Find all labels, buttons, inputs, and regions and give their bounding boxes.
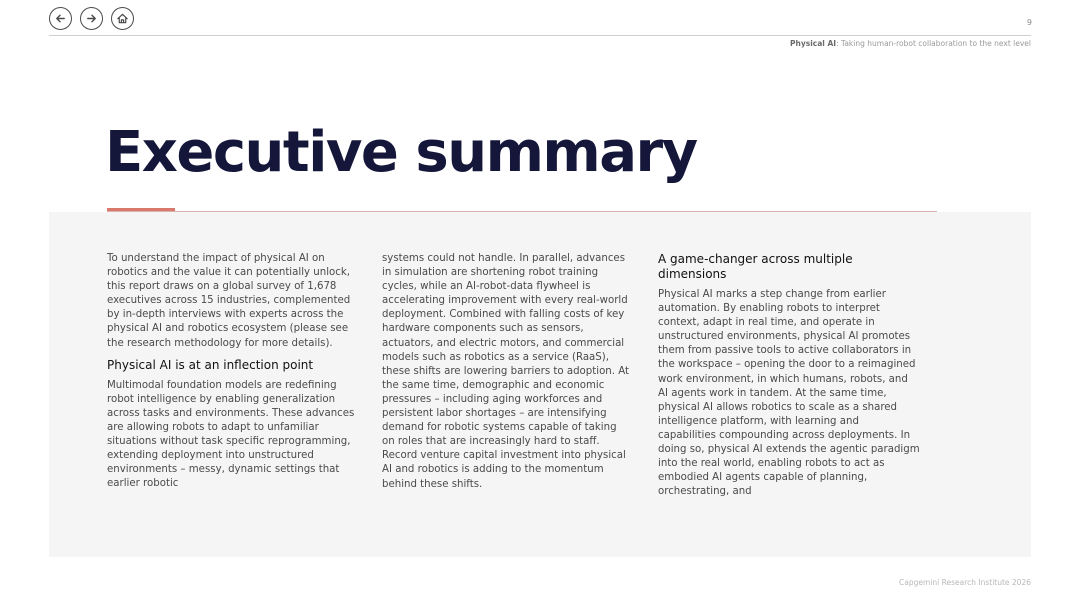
home-button[interactable] [111, 7, 134, 30]
intro-paragraph: To understand the impact of physical AI on robotics and the value it can potentially unlock, this report draws on a global survey of 1,678 executives across 15 industries, complemented by in-depth interviews with experts across the physical AI and robotics ecosystem (please see the research methodology for more details). [107, 253, 351, 349]
home-icon [116, 12, 129, 25]
back-button[interactable] [49, 7, 72, 30]
page-title: Executive summary [105, 120, 697, 185]
page-number: 9 [1026, 18, 1032, 27]
title-divider [107, 211, 937, 212]
section-heading-game-changer: A game-changer across multiple dimensions [658, 252, 853, 281]
column-1 [107, 252, 362, 491]
navigation-controls [49, 7, 134, 30]
column-2 [382, 252, 632, 492]
header-rule [49, 35, 1031, 36]
title-accent-bar [107, 208, 175, 211]
report-title-bold: Physical AI [790, 39, 837, 48]
report-title [790, 39, 1031, 48]
arrow-left-icon [54, 12, 67, 25]
report-title-rest: : Taking human-robot collaboration to the next level [836, 39, 1031, 48]
continuation-paragraph: systems could not handle. In parallel, advances in simulation are shortening robot training cycles, while an AI-robot-data flywheel is accelerating improvement with every real-world deployment. Combined with falling costs of key hardware components such as sensors, actuators, and electric motors, and commercial models such as robotics as a service (RaaS), these shifts are lowering barriers to adoption. At the same time, demographic and economic pressures – including aging workforces and persistent labor shortages – are intensifying demand for robotic systems capable of taking on roles that are increasingly hard to staff. Record venture capital investment into physical AI and robotics is adding to the momentum behind these shifts. [382, 253, 630, 490]
inflection-paragraph: Multimodal foundation models are redefining robot intelligence by enabling generalization across tasks and environments. These advances are allowing robots to adapt to unfamiliar situations without task specific reprogramming, extending deployment into unstructured environments – messy, dynamic settings that earlier robotic [107, 379, 355, 490]
forward-button[interactable] [80, 7, 103, 30]
game-changer-paragraph: Physical AI marks a step change from earlier automation. By enabling robots to interpret context, adapt in real time, and operate in unstructured environments, physical AI promotes them from passive tools to active collaborators in the workspace – opening the door to a reimagined work environment, in which humans, robots, and AI agents work in tandem. At the same time, physical AI allows robotics to scale as a shared intelligence platform, with learning and capabilities compounding across deployments. In doing so, physical AI extends the agentic paradigm into the real world, enabling robots to act as embodied AI agents capable of planning, orchestrating, and [658, 289, 920, 498]
footer-copyright: Capgemini Research Institute 2026 [899, 578, 1031, 587]
arrow-right-icon [85, 12, 98, 25]
section-heading-inflection: Physical AI is at an inflection point [107, 357, 314, 372]
column-3 [658, 252, 920, 499]
